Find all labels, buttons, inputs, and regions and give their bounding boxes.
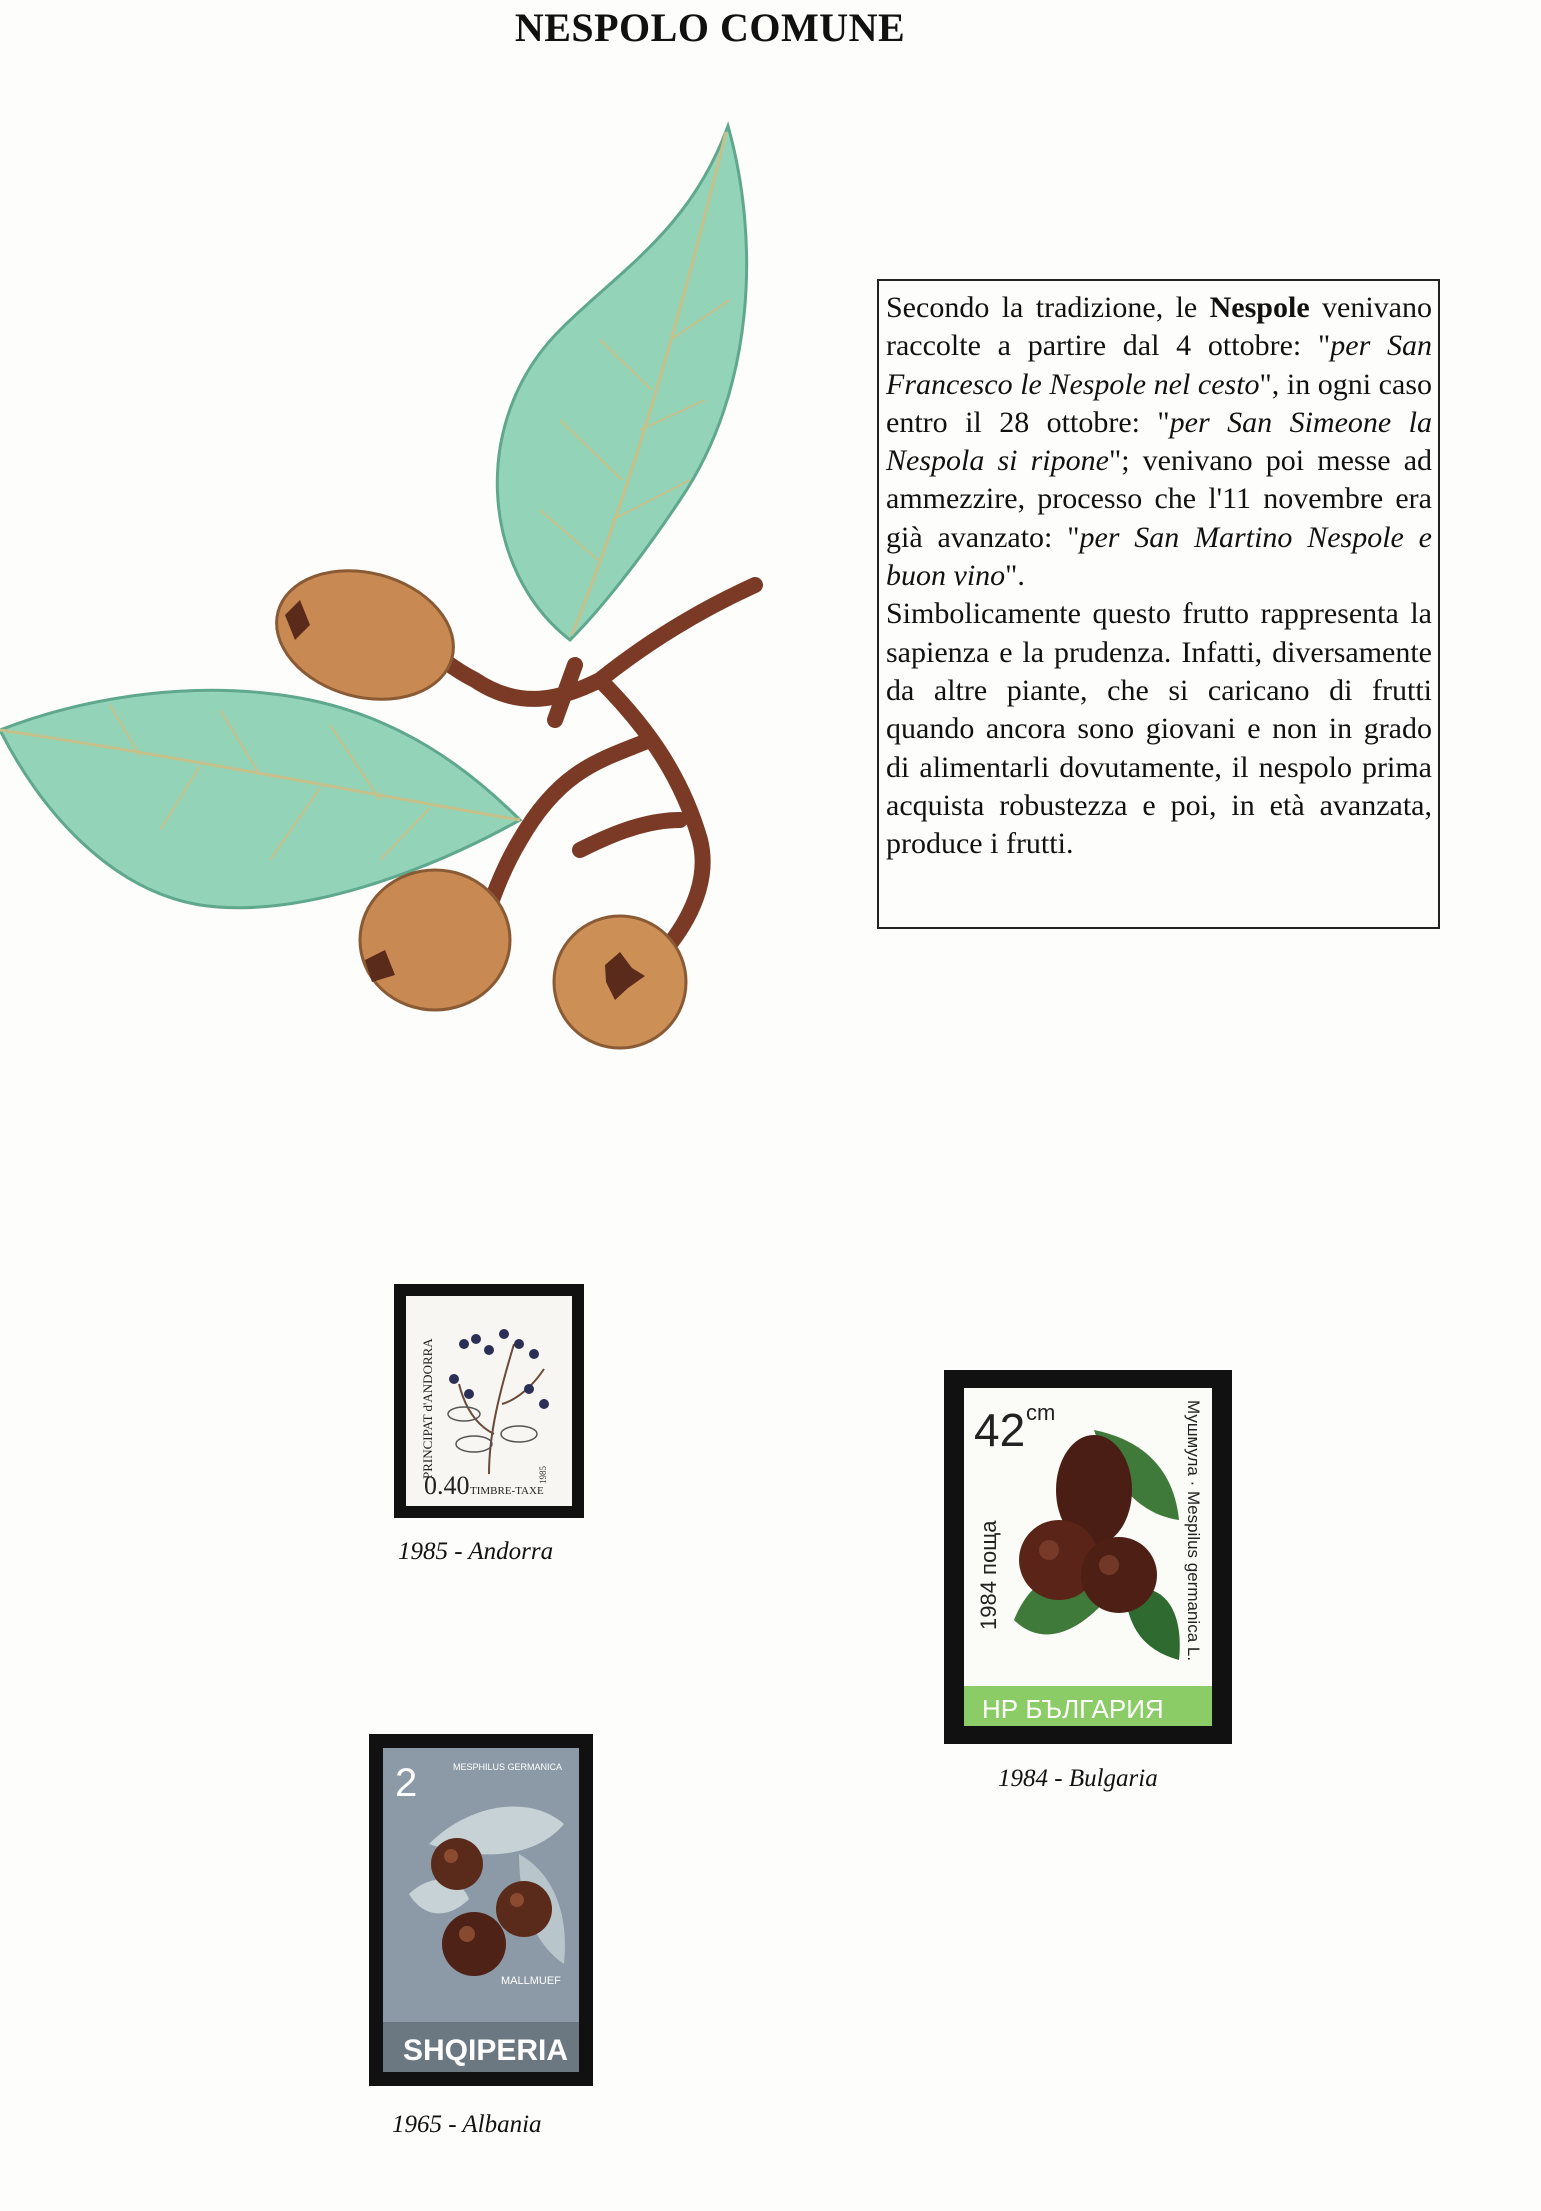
medlar-branch-illustration [0,120,780,1070]
bulgaria-country-text: НР БЪЛГАРИЯ [982,1694,1164,1724]
bulgaria-plant-text: Мушмула · Mespilus germanica L. [1184,1400,1203,1662]
caption-bulgaria: 1984 - Bulgaria [998,1765,1158,1792]
caption-albania: 1965 - Albania [392,2111,542,2138]
albania-plant-text: MESPHILUS GERMANICA [453,1762,563,1772]
description-paragraph-1: Secondo la tradizione, le Nespole venivano raccolte a partire dal 4 ottobre: "per San Francesco le Nespole nel cesto", in ogni caso entro il 28 ottobre: "per San Simeone la Nespola si ripone"; venivano poi messe ad ammezzire, processo che l'11 novembre era già avanzato: "per San Martino Nespole e buon vino". [886,291,1433,593]
page-title: NESPOLO COMUNE [514,5,906,50]
bulgaria-value-unit: cm [1026,1400,1056,1425]
caption-andorra: 1985 - Andorra [398,1538,554,1565]
fruit-lower-right [554,916,686,1048]
description-paragraph-2: Simbolicamente questo frutto rappresenta la sapienza e la prudenza. Infatti, diversamente da altre piante, che si caricano di frutti quando ancora sono giovani e non in grado di alimentarli dovutamente, il nespolo prima acquista robustezza e poi, in età avanzata, produce i frutti. [886,597,1432,861]
albania-local-name: MALLMUEF [501,1975,561,1987]
stamp-andorra [394,1284,584,1518]
stamp-bulgaria [944,1370,1232,1744]
bulgaria-year-text: 1984 поща [976,1520,1001,1630]
andorra-value-text: TIMBRE-TAXE [470,1485,544,1497]
albania-value: 2 [395,1761,418,1805]
fruit-lower-left [360,870,510,1010]
andorra-country-text: PRINCIPAT d'ANDORRA [420,1338,435,1479]
bulgaria-value: 42 [974,1404,1026,1456]
fruit-top [262,552,468,718]
description-box [877,279,1440,929]
stamp-albania [369,1734,593,2086]
albania-country-text: SHQIPERIA [403,2034,569,2067]
andorra-value: 0.40 [424,1471,470,1500]
andorra-year-text: 1985 [538,1466,548,1484]
